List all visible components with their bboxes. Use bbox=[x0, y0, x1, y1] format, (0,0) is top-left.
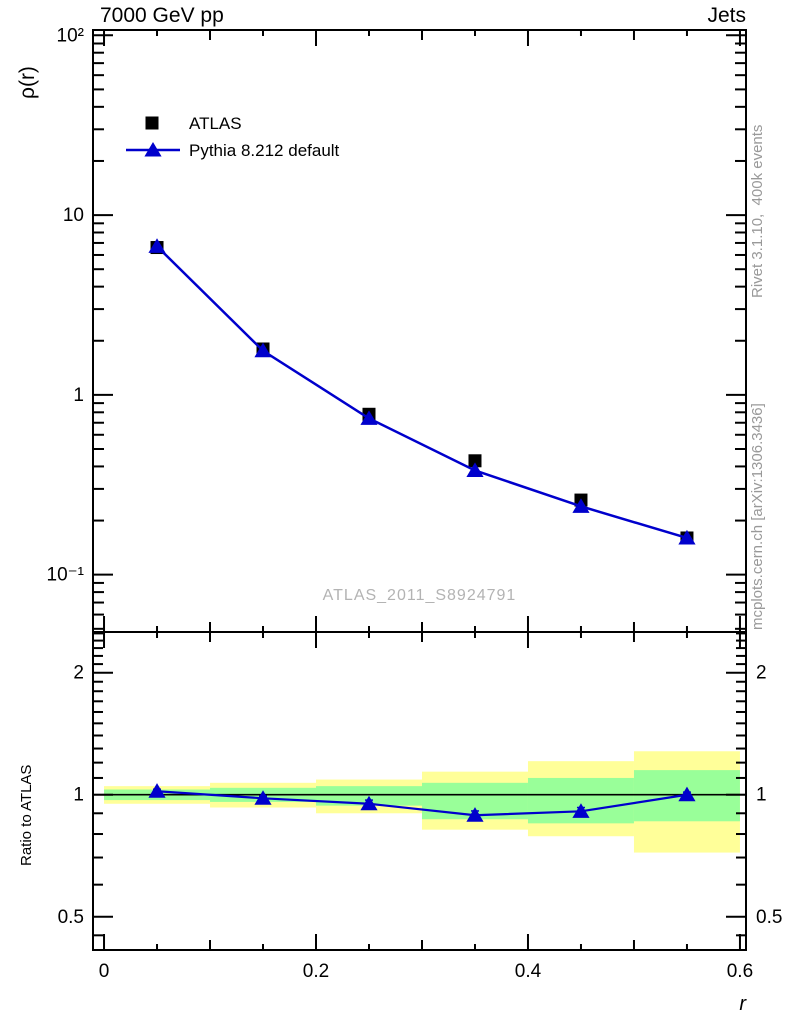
x-tick-label: 0.6 bbox=[726, 961, 754, 982]
main-y-tick-label: 1 bbox=[73, 384, 84, 406]
analysis-id-watermark: ATLAS_2011_S8924791 bbox=[322, 587, 517, 604]
ratio-y-tick-label-right: 2 bbox=[756, 662, 767, 684]
ratio-panel-y-axis-title: Ratio to ATLAS bbox=[18, 764, 35, 866]
series-pythia bbox=[148, 238, 695, 544]
x-axis-title: r bbox=[739, 993, 746, 1015]
legend-label-atlas: ATLAS bbox=[189, 114, 242, 133]
x-tick-label: 0 bbox=[98, 961, 110, 982]
ratio-y-tick-label-left: 2 bbox=[73, 662, 84, 684]
ratio-y-tick-label-left: 0.5 bbox=[57, 906, 84, 928]
pythia-line bbox=[157, 246, 687, 538]
analysis-group-title: Jets bbox=[707, 4, 746, 27]
legend-label-pythia: Pythia 8.212 default bbox=[189, 141, 340, 160]
series-atlas bbox=[151, 241, 694, 544]
main-y-tick-label: 10 bbox=[62, 205, 84, 227]
ratio-y-tick-label-left: 1 bbox=[73, 784, 84, 806]
square-marker bbox=[146, 117, 159, 130]
ratio-y-tick-label-right: 1 bbox=[756, 784, 767, 806]
beam-title: 7000 GeV pp bbox=[100, 4, 224, 27]
legend-markers bbox=[126, 117, 180, 157]
top-panel-y-axis-title: ρ(r) bbox=[16, 66, 39, 99]
main-y-tick-label: 10⁻¹ bbox=[46, 564, 84, 586]
generator-version-note: Rivet 3.1.10, 400k events bbox=[749, 124, 766, 298]
mcplots-reference-note: mcplots.cern.ch [arXiv:1306.3436] bbox=[749, 403, 766, 630]
x-tick-label: 0.2 bbox=[302, 961, 330, 982]
main-y-tick-label: 10² bbox=[56, 25, 84, 47]
ratio-y-tick-label-right: 0.5 bbox=[756, 906, 783, 928]
x-tick-label: 0.4 bbox=[514, 961, 542, 982]
